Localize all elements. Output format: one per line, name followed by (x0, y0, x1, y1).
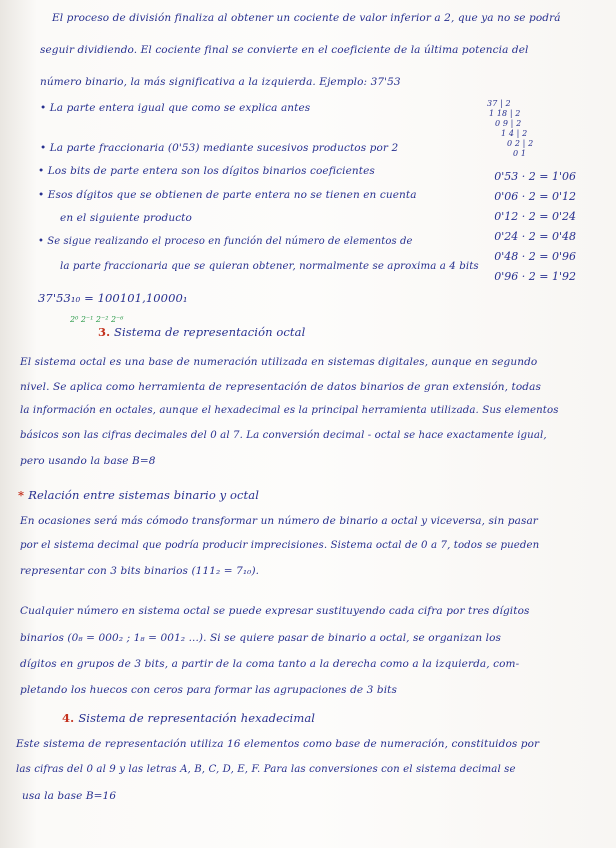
text-line: la parte fraccionaria que se quieran obtener, normalmente se aproxima a 4 bits (60, 261, 479, 272)
section-heading-octal (98, 326, 616, 338)
section-number: 4. (62, 711, 79, 725)
text-line: nivel. Se aplica como herramienta de representación de datos binarios de gran extensión, todas (20, 381, 541, 393)
division-ladder (487, 99, 567, 163)
text-line: básicos son las cifras decimales del 0 al 7. La conversión decimal - octal se hace exactamente igual, (20, 430, 547, 441)
text-line: pletando los huecos con ceros para formar las agrupaciones de 3 bits (20, 684, 397, 696)
fraction-product: 0'12 · 2 = 0'24 (494, 210, 576, 223)
division-step: 0 1 (513, 149, 527, 158)
text-line: en el siguiente producto (60, 212, 192, 224)
fraction-product: 0'06 · 2 = 0'12 (494, 190, 576, 203)
text-line: El sistema octal es una base de numeración utilizada en sistemas digitales, aunque en segundo (20, 356, 538, 368)
fraction-product: 0'24 · 2 = 0'48 (494, 230, 576, 243)
text-line: seguir dividiendo. El cociente final se convierte en el coeficiente de la última potencia del (40, 44, 529, 56)
text-line: las cifras del 0 al 9 y las letras A, B, C, D, E, F. Para las conversiones con el sistema decimal se (16, 764, 516, 775)
section-number: 3. (98, 325, 111, 339)
asterisk-icon: * (18, 488, 29, 502)
text-line: El proceso de división finaliza al obtener un cociente de valor inferior a 2, que ya no se podrá (52, 12, 561, 24)
text-line: por el sistema decimal que podría producir imprecisiones. Sistema octal de 0 a 7, todos se pueden (20, 540, 540, 551)
text-line: número binario, la más significativa a la izquierda. Ejemplo: 37'53 (40, 76, 401, 88)
exponent-annotations: 2⁰ 2⁻¹ 2⁻² 2⁻⁶ (70, 315, 124, 324)
division-step: 37 | 2 (487, 99, 511, 108)
fraction-product: 0'96 · 2 = 1'92 (494, 270, 576, 283)
binary-result: 37'53₁₀ = 100101,10000₁ (38, 291, 188, 305)
text-line: la información en octales, aunque el hexadecimal es la principal herramienta utilizada. Sus elementos (20, 405, 559, 416)
section-title: Sistema de representación octal (113, 325, 306, 339)
bullet-line: • La parte fraccionaria (0'53) mediante sucesivos productos por 2 (40, 142, 399, 154)
text-line: pero usando la base B=8 (20, 455, 156, 467)
bullet-line: • Esos dígitos que se obtienen de parte entera no se tienen en cuenta (38, 189, 417, 201)
division-step: 0 2 | 2 (507, 139, 534, 148)
subheading-text: Relación entre sistemas binario y octal (28, 488, 259, 502)
fraction-product: 0'53 · 2 = 1'06 (494, 170, 576, 183)
text-line: Cualquier número en sistema octal se puede expresar sustituyendo cada cifra por tres dígitos (20, 605, 530, 617)
fraction-product: 0'48 · 2 = 0'96 (494, 250, 576, 263)
bullet-line: • Los bits de parte entera son los dígitos binarios coeficientes (38, 165, 375, 177)
section-heading-hex (62, 712, 616, 724)
text-line: usa la base B=16 (22, 790, 117, 802)
text-line: representar con 3 bits binarios (111₂ = 7₁₀). (20, 565, 260, 577)
text-line: dígitos en grupos de 3 bits, a partir de la coma tanto a la derecha como a la izquierda, com- (20, 658, 520, 670)
division-step: 1 18 | 2 (489, 109, 521, 118)
division-step: 1 4 | 2 (501, 129, 528, 138)
text-line: Este sistema de representación utiliza 16 elementos como base de numeración, constituidos por (16, 738, 540, 750)
division-step: 0 9 | 2 (495, 119, 522, 128)
bullet-line: • La parte entera igual que como se explica antes (40, 102, 311, 114)
bullet-line: • Se sigue realizando el proceso en función del número de elementos de (38, 236, 413, 247)
section-title: Sistema de representación hexadecimal (78, 711, 316, 725)
text-line: En ocasiones será más cómodo transformar un número de binario a octal y viceversa, sin pasar (20, 515, 538, 527)
subheading-binary-octal (18, 489, 616, 501)
text-line: binarios (0₈ = 000₂ ; 1₈ = 001₂ ...). Si se quiere pasar de binario a octal, se organizan los (20, 632, 501, 644)
